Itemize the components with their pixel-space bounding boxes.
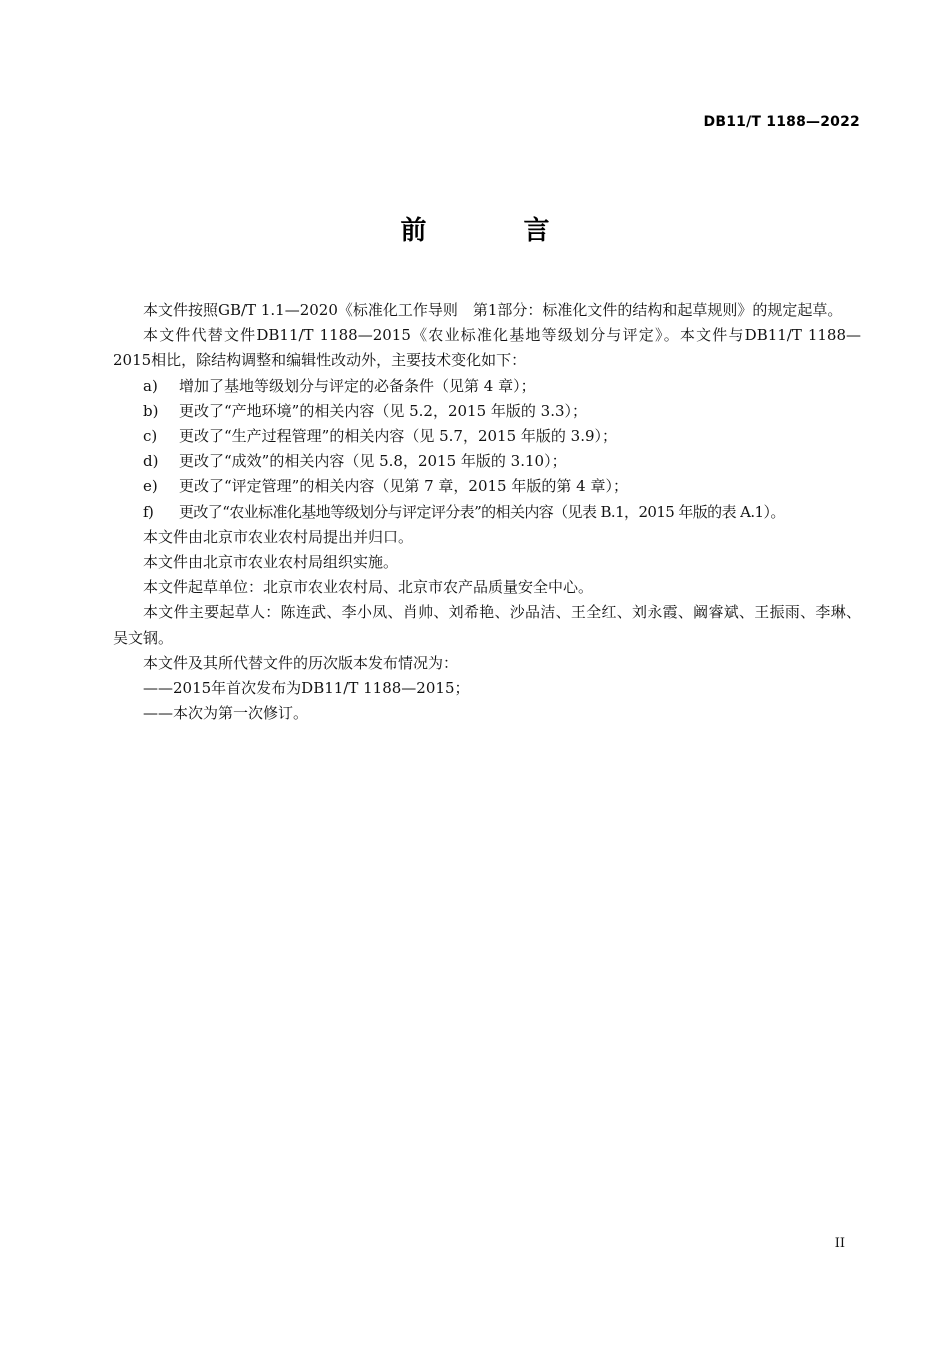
page-title: 前 言 — [400, 216, 594, 246]
list-marker: c) — [143, 427, 158, 446]
paragraph-history-intro: 本文件及其所代替文件的历次版本发布情况为： — [143, 653, 459, 672]
list-item-text: 更改了“产地环境”的相关内容（见 5.2，2015 年版的 3.3）； — [179, 401, 588, 420]
paragraph-history-revision: ——本次为第一次修订。 — [143, 704, 309, 723]
list-item — [113, 449, 861, 474]
list-item-text: 增加了基地等级划分与评定的必备条件（见第 4 章）； — [179, 376, 536, 395]
list-item — [113, 424, 861, 449]
list-item — [113, 474, 861, 499]
list-item-text: 更改了“成效”的相关内容（见 5.8，2015 年版的 3.10）； — [179, 452, 567, 471]
document-code: DB11/T 1188—2022 — [703, 114, 860, 130]
foreword-body — [113, 298, 861, 726]
list-item — [113, 374, 861, 399]
paragraph-drafters: 本文件主要起草人：陈连武、李小凤、肖帅、刘希艳、沙品洁、王全红、刘永霞、阚睿斌、王振雨、李琳、吴文钢。 — [113, 603, 861, 647]
paragraph-proposer: 本文件由北京市农业农村局提出并归口。 — [143, 527, 414, 546]
list-item-text: 更改了“评定管理”的相关内容（见第 7 章，2015 年版的第 4 章）； — [179, 477, 628, 496]
list-marker: e) — [143, 477, 158, 496]
list-item — [113, 399, 861, 424]
list-marker: a) — [143, 376, 158, 395]
paragraph-implementer: 本文件由北京市农业农村局组织实施。 — [143, 553, 399, 572]
list-marker: f) — [143, 502, 154, 521]
paragraph-history-first: ——2015年首次发布为DB11/T 1188—2015； — [143, 679, 470, 698]
list-marker: d) — [143, 452, 159, 471]
list-item-text: 更改了“农业标准化基地等级划分与评定评分表”的相关内容（见表 B.1，2015 年版的表 A.1）。 — [179, 502, 785, 521]
page-number: II — [834, 1236, 845, 1251]
paragraph-drafting-units: 本文件起草单位：北京市农业农村局、北京市农产品质量安全中心。 — [143, 578, 594, 597]
paragraph-replacement: 本文件代替文件DB11/T 1188—2015《农业标准化基地等级划分与评定》。本文件与DB11/T 1188—2015相比，除结构调整和编辑性改动外，主要技术变化如下： — [113, 326, 861, 370]
paragraph-drafting-rules: 本文件按照GB/T 1.1—2020《标准化工作导则 第1部分：标准化文件的结构和起草规则》的规定起草。 — [143, 301, 843, 319]
list-marker: b) — [143, 401, 159, 420]
list-item — [113, 500, 861, 525]
list-item-text: 更改了“生产过程管理”的相关内容（见 5.7，2015 年版的 3.9）； — [179, 427, 618, 446]
